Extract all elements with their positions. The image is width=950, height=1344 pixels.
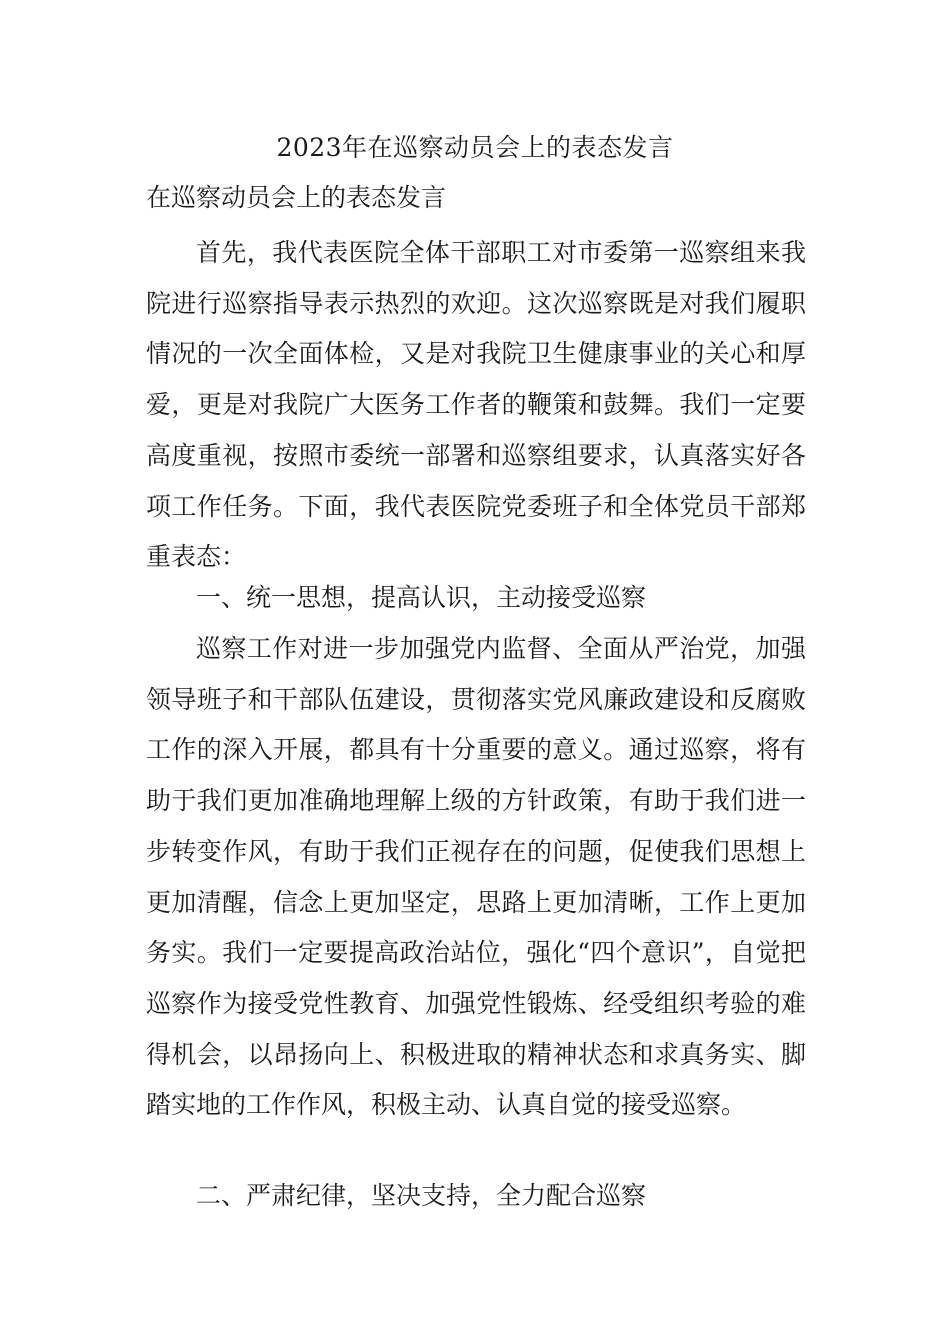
paragraph-section-1: 巡察工作对进一步加强党内监督、全面从严治党，加强领导班子和干部队伍建设，贯彻落实党风廉政建设和反腐败工作的深入开展，都具有十分重要的意义。通过巡察，将有助于我们更加准确地理解上级的方针政策，有助于我们进一步转变作风，有助于我们正视存在的问题，促使我们思想上更加清醒，信念上更加坚定，思路上更加清晰，工作上更加务实。我们一定要提高政治站位，强化“四个意识”，自觉把巡察作为接受党性教育、加强党性锻炼、经受组织考验的难得机会，以昂扬向上、积极进取的精神状态和求真务实、脚踏实地的工作作风，积极主动、认真自觉的接受巡察。 [146,634,806,1120]
section-heading-1: 一、统一思想，提高认识，主动接受巡察 [196,583,647,612]
section-heading-2: 二、严肃纪律，坚决支持，全力配合巡察 [196,1181,647,1210]
paragraph-intro: 首先，我代表医院全体干部职工对市委第一巡察组来我院进行巡察指导表示热烈的欢迎。这次巡察既是对我们履职情况的一次全面体检，又是对我院卫生健康事业的关心和厚爱，更是对我院广大医务工作者的鞭策和鼓舞。我们一定要高度重视，按照市委统一部署和巡察组要求，认真落实好各项工作任务。下面，我代表医院党委班子和全体党员干部郑重表态： [146,238,806,572]
document-subtitle: 在巡察动员会上的表态发言 [146,183,447,212]
document-title: 2023年在巡察动员会上的表态发言 [276,133,674,162]
